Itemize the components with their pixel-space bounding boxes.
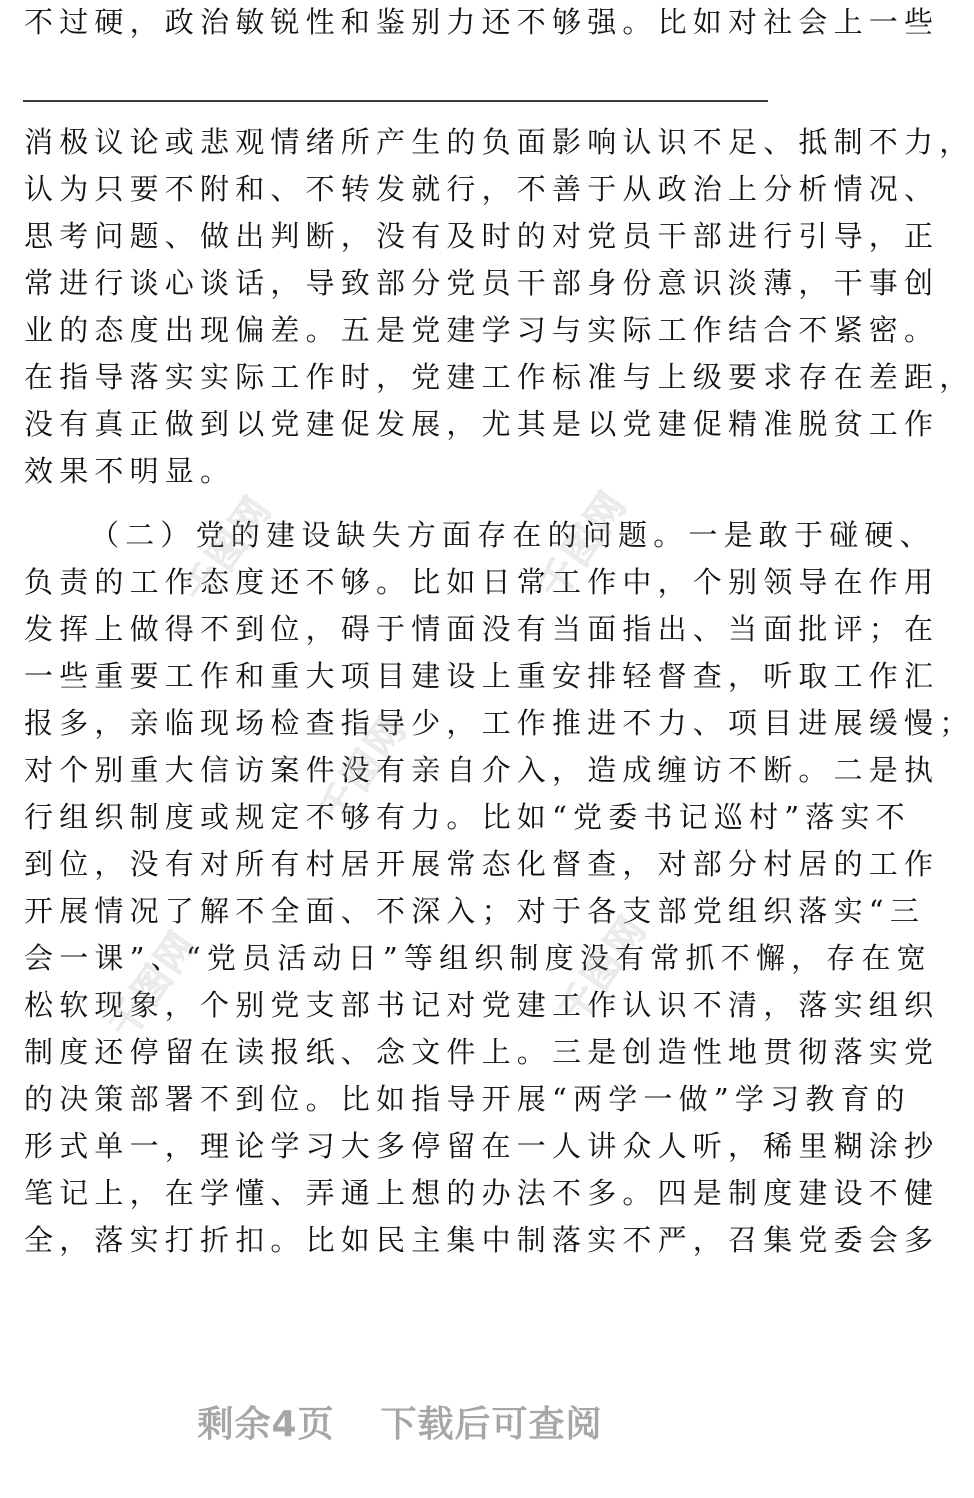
page-top-text-line: 不过硬，政治敏锐性和鉴别力还不够强。比如对社会上一些 [24, 5, 940, 39]
text-line: 到位，没有对所有村居开展常态化督查，对部分村居的工作 [24, 847, 940, 881]
text-line: 没有真正做到以党建促发展，尤其是以党建促精准脱贫工作 [24, 407, 940, 441]
text-line: 业的态度出现偏差。五是党建学习与实际工作结合不紧密。 [24, 313, 940, 347]
watermark: 千图网 [310, 707, 416, 832]
watermark: 千图网 [100, 922, 206, 1047]
text-line: 形式单一，理论学习大多停留在一人讲众人听，稀里糊涂抄 [24, 1129, 940, 1163]
page-divider [23, 100, 768, 102]
text-line: 消极议论或悲观情绪所产生的负面影响认识不足、抵制不力， [24, 125, 974, 159]
text-line: 笔记上，在学懂、弄通上想的办法不多。四是制度建设不健 [24, 1176, 940, 1210]
text-line: 行组织制度或规定不够有力。比如“党委书记巡村”落实不 [24, 800, 911, 834]
text-line: 全，落实打折扣。比如民主集中制落实不严，召集党委会多 [24, 1223, 940, 1257]
text-line: 报多，亲临现场检查指导少，工作推进不力、项目进展缓慢； [24, 706, 974, 740]
text-line: 负责的工作态度还不够。比如日常工作中，个别领导在作用 [24, 565, 940, 599]
section-heading-line: （二）党的建设缺失方面存在的问题。一是敢于碰硬、 [90, 518, 935, 552]
text-line: 认为只要不附和、不转发就行，不善于从政治上分析情况、 [24, 172, 940, 206]
text-line: 的决策部署不到位。比如指导开展“两学一做”学习教育的 [24, 1082, 911, 1116]
watermark: 千图网 [550, 907, 656, 1032]
text-line: 开展情况了解不全面、不深入；对于各支部党组织落实“三 [24, 894, 926, 928]
text-line: 松软现象，个别党支部书记对党建工作认识不清，落实组织 [24, 988, 940, 1022]
watermark: 千图网 [530, 482, 636, 607]
text-line: 在指导落实实际工作时，党建工作标准与上级要求存在差距， [24, 360, 974, 394]
text-line: 发挥上做得不到位，碍于情面没有当面指出、当面批评；在 [24, 612, 940, 646]
remaining-pages-label: 剩余4页 [197, 1404, 335, 1445]
text-line: 一些重要工作和重大项目建设上重安排轻督查，听取工作汇 [24, 659, 940, 693]
watermark: 千图网 [175, 487, 281, 612]
text-line: 制度还停留在读报纸、念文件上。三是创造性地贯彻落实党 [24, 1035, 940, 1069]
text-line: 思考问题、做出判断，没有及时的对党员干部进行引导，正 [24, 219, 940, 253]
text-line: 对个别重大信访案件没有亲自介入，造成缠访不断。二是执 [24, 753, 940, 787]
download-prompt-banner[interactable] [0, 1396, 800, 1447]
text-line: 会一课”、“党员活动日”等组织制度没有常抓不懈，存在宽 [24, 941, 932, 975]
text-line: 常进行谈心谈话，导致部分党员干部身份意识淡薄，干事创 [24, 266, 940, 300]
text-line: 效果不明显。 [24, 454, 236, 488]
download-to-view-label: 下载后可查阅 [380, 1404, 603, 1445]
